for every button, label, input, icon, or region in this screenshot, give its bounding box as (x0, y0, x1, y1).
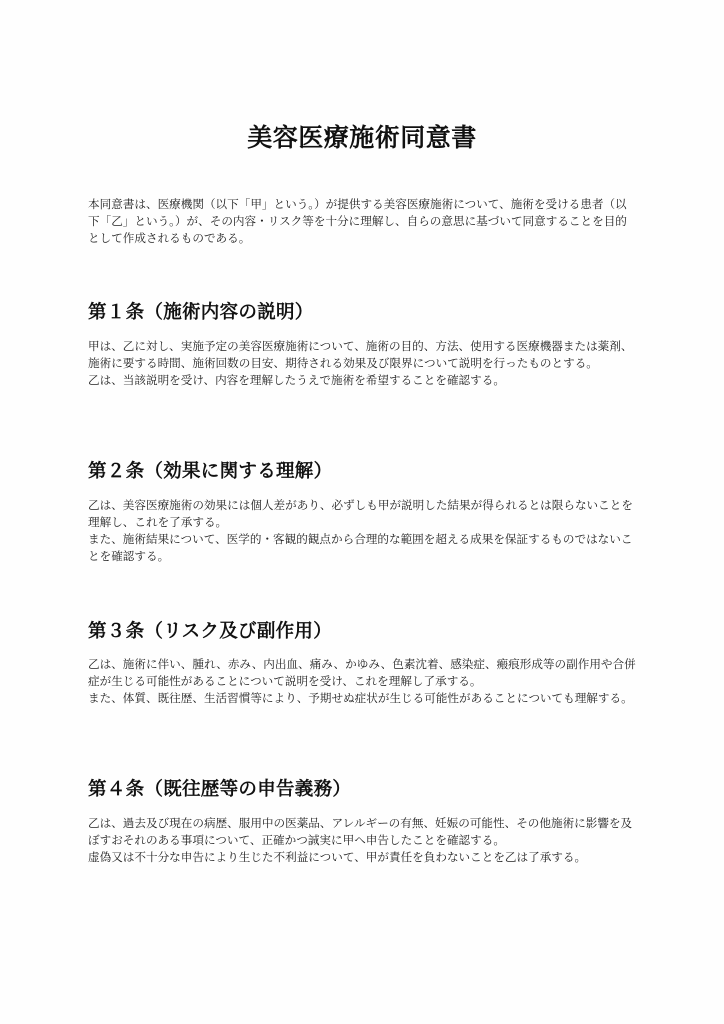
article-2-body (88, 497, 636, 565)
article-3-paragraph-2: また、体質、既往歴、生活習慣等により、予期せぬ症状が生じる可能性があることについても理解する。 (88, 691, 633, 705)
article-3-heading: 第３条（リスク及び副作用） (88, 621, 333, 642)
article-2-paragraph-1: 乙は、美容医療施術の効果には個人差があり、必ずしも甲が説明した結果が得られるとは限らないことを理解し、これを了承する。 (88, 498, 633, 529)
article-3-body (88, 656, 636, 707)
article-3-paragraph-1: 乙は、施術に伴い、腫れ、赤み、内出血、痛み、かゆみ、色素沈着、感染症、瘢痕形成等の副作用や合併症が生じる可能性があることについて説明を受け、これを理解し了承する。 (88, 657, 636, 688)
article-4-body (88, 815, 636, 866)
article-1-paragraph-1: 甲は、乙に対し、実施予定の美容医療施術について、施術の目的、方法、使用する医療機器または薬剤、施術に要する時間、施術回数の目安、期待される効果及び限界について説明を行ったものとする。 (88, 339, 633, 370)
article-1-body (88, 338, 636, 389)
article-1-paragraph-2: 乙は、当該説明を受け、内容を理解したうえで施術を希望することを確認する。 (88, 373, 505, 387)
intro-text: 本同意書は、医療機関（以下「甲」という。）が提供する美容医療施術について、施術を受ける患者（以下「乙」という。）が、その内容・リスク等を十分に理解し、自らの意思に基づいて同意することを目的として作成されるものである。 (88, 197, 627, 245)
article-4-paragraph-1: 乙は、過去及び現在の病歴、服用中の医薬品、アレルギーの有無、妊娠の可能性、その他施術に影響を及ぼすおそれのある事項について、正確かつ誠実に甲へ申告したことを確認する。 (88, 816, 633, 847)
article-1-heading: 第１条（施術内容の説明） (88, 302, 314, 323)
article-4-heading: 第４条（既往歴等の申告義務） (88, 779, 352, 800)
intro-paragraph (88, 196, 636, 247)
article-4-paragraph-2: 虚偽又は不十分な申告により生じた不利益について、甲が責任を負わないことを乙は了承する。 (88, 850, 587, 864)
article-2-heading: 第２条（効果に関する理解） (88, 461, 333, 482)
document-title: 美容医療施術同意書 (247, 123, 477, 152)
article-2-paragraph-2: また、施術結果について、医学的・客観的観点から合理的な範囲を超える成果を保証するものではないことを確認する。 (88, 532, 633, 563)
